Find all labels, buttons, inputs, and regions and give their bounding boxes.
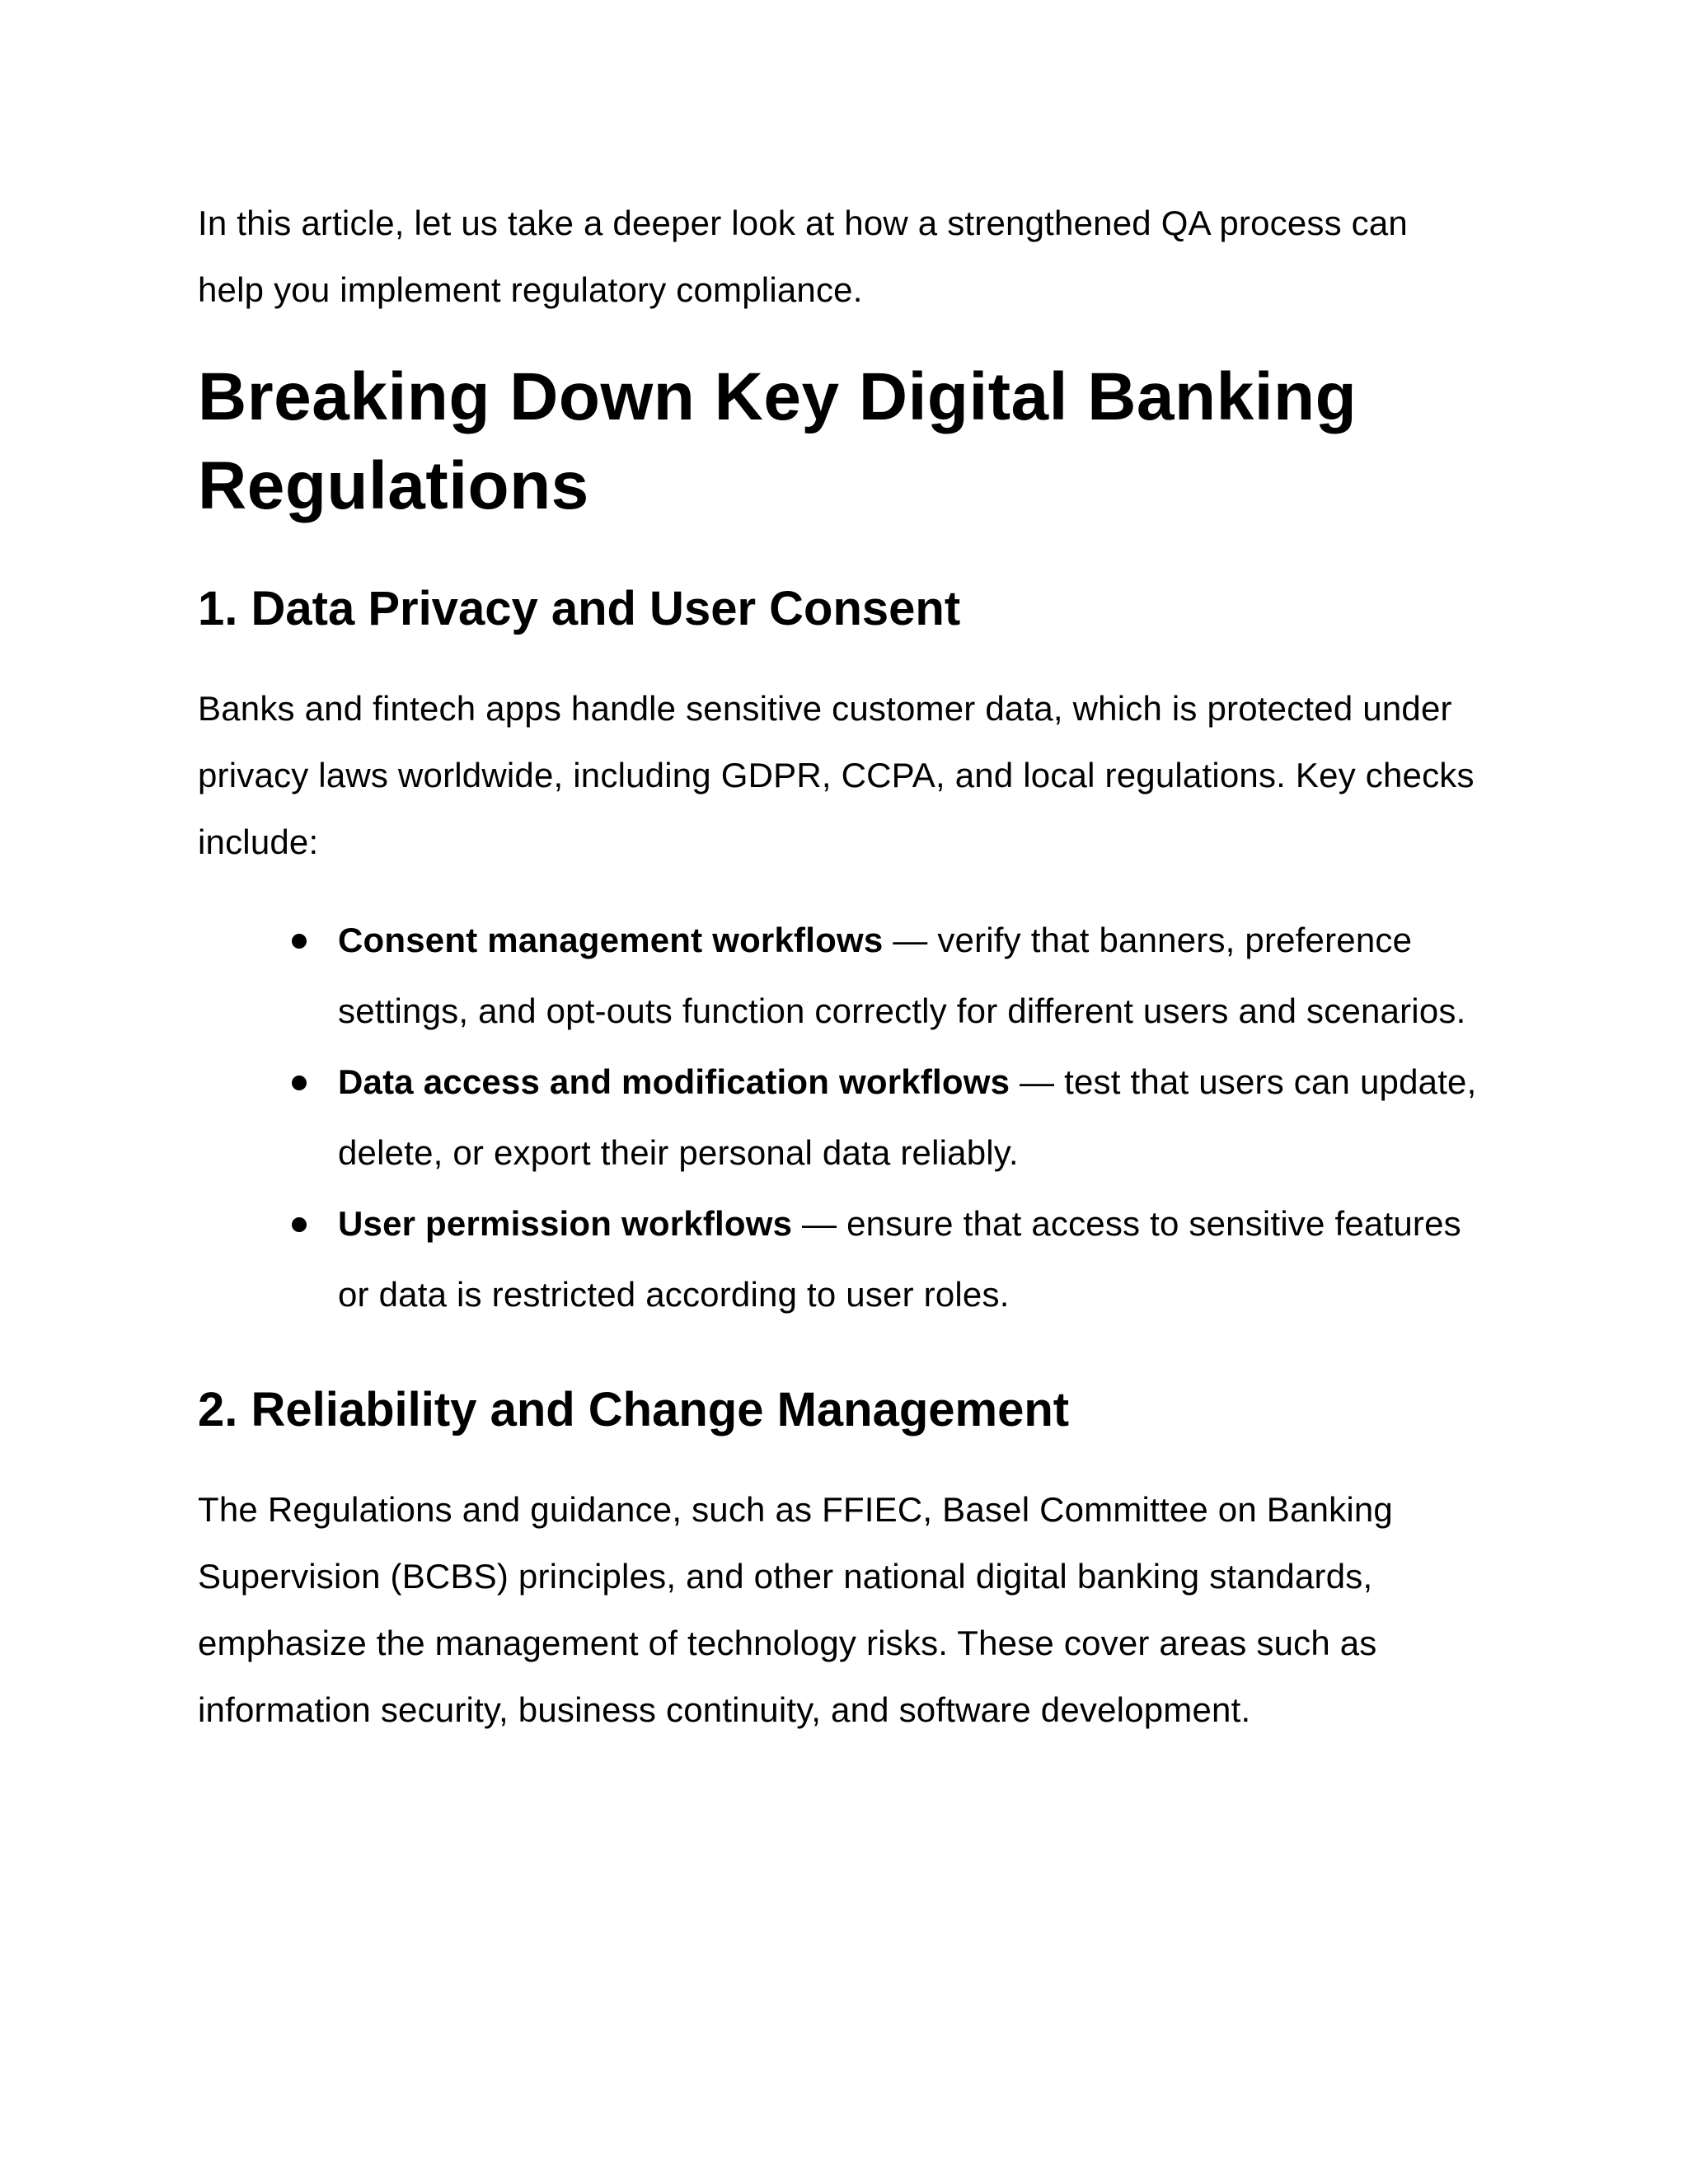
section-2-heading: 2. Reliability and Change Management bbox=[198, 1383, 1070, 1436]
list-item bbox=[338, 1047, 1484, 1188]
section-1-paragraph: Banks and fintech apps handle sensitive customer data, which is protected under privacy laws worldwide, including GDPR, CCPA, and local regulations. Key checks include: bbox=[198, 689, 1475, 861]
bullet-icon bbox=[292, 1217, 307, 1232]
bullet-term: User permission workflows bbox=[338, 1204, 793, 1243]
bullet-icon bbox=[292, 934, 307, 949]
section-1-bullet-list bbox=[198, 905, 1484, 1330]
section-2-paragraph: The Regulations and guidance, such as FFIEC, Basel Committee on Banking Supervision (BCBS) principles, and other national digital banking standards, emphasize the management of technology risks. These cover areas such as information security, business continuity, and software development. bbox=[198, 1490, 1393, 1729]
intro-paragraph: In this article, let us take a deeper look at how a strengthened QA process can help you implement regulatory compliance. bbox=[198, 204, 1408, 309]
section-1-heading: 1. Data Privacy and User Consent bbox=[198, 582, 961, 635]
list-item bbox=[338, 1188, 1484, 1330]
bullet-term: Consent management workflows bbox=[338, 921, 884, 959]
bullet-term: Data access and modification workflows bbox=[338, 1062, 1010, 1101]
bullet-icon bbox=[292, 1076, 307, 1090]
bullet-description: — test that users can update, delete, or export their personal data reliably. bbox=[338, 1062, 1477, 1172]
document-page bbox=[198, 190, 1484, 1743]
main-heading: Breaking Down Key Digital Banking Regulations bbox=[198, 359, 1357, 523]
bullet-description: — ensure that access to sensitive features or data is restricted according to user roles. bbox=[338, 1204, 1461, 1314]
bullet-description: — verify that banners, preference settings, and opt-outs function correctly for different users and scenarios. bbox=[338, 921, 1466, 1030]
list-item bbox=[338, 905, 1484, 1047]
